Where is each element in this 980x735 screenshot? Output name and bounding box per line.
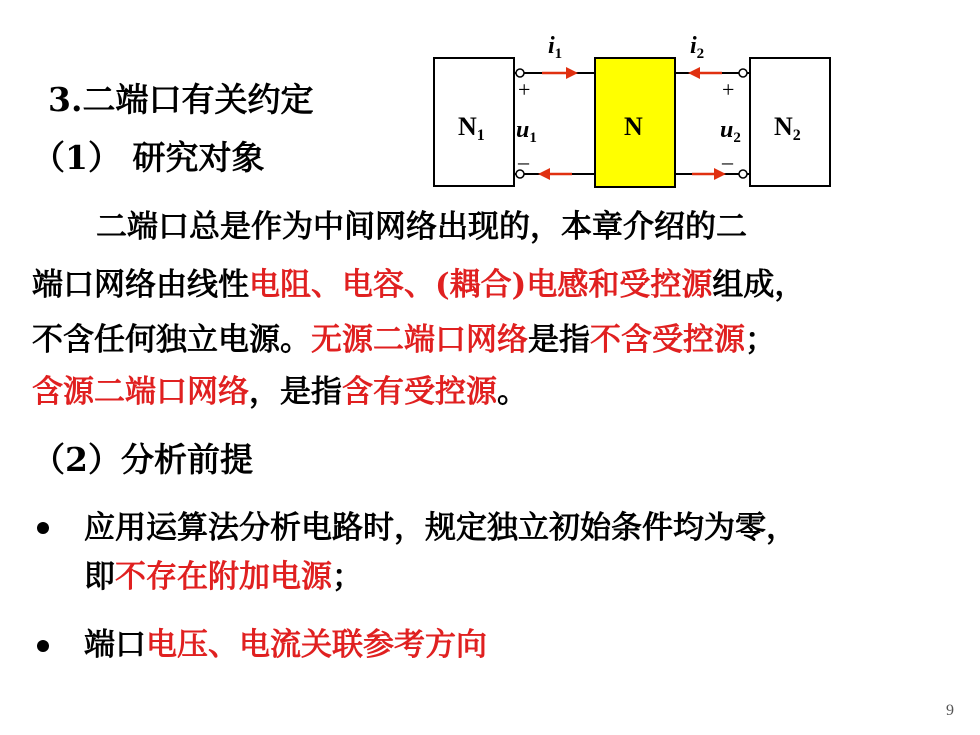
subsection-research-object: （1） 研究对象 [32, 138, 265, 177]
para1-line1: 二端口总是作为中间网络出现的，本章介绍的二 [96, 209, 747, 245]
para1-text: 不含任何独立电源。 [32, 322, 311, 358]
n-label: N [624, 112, 643, 141]
para1-highlight: 含源二端口网络 [32, 374, 249, 410]
i1-label: $i_1$ [548, 33, 563, 62]
plus-2: + [722, 77, 735, 102]
return-arrow-1-icon [538, 168, 550, 180]
para1-highlight: 不含受控源 [590, 322, 745, 358]
terminal-2-top [739, 69, 747, 77]
n2-label: N2 [774, 112, 801, 144]
i1-arrow-icon [566, 67, 578, 79]
two-port-diagram [420, 25, 840, 200]
terminal-1-top [516, 69, 524, 77]
i2-arrow-icon [688, 67, 700, 79]
para1-text: 组成， [712, 267, 806, 303]
u1-label: $u_1$ [516, 117, 537, 146]
bullet-dot-icon [37, 522, 49, 534]
para1-text: 。 [497, 374, 528, 410]
minus-2: – [722, 149, 733, 174]
section-title: 3.二端口有关约定 [48, 80, 314, 119]
page-number: 9 [946, 702, 954, 719]
bullet-dot-icon [37, 640, 49, 652]
bullet-text: ； [332, 559, 363, 595]
bullet-highlight: 电压、电流关联参考方向 [146, 627, 487, 663]
para1-highlight: 电阻、电容、(耦合)电感和受控源 [249, 267, 713, 303]
plus-1: + [518, 77, 531, 102]
para1-highlight: 含有受控源 [342, 374, 497, 410]
n1-label: N1 [458, 112, 485, 144]
bullet1-line2 [84, 557, 363, 597]
terminal-2-bottom [739, 170, 747, 178]
para1-text: ，是指 [249, 374, 342, 410]
para1-text: ； [745, 322, 776, 358]
para1-line3 [32, 320, 776, 360]
para1-highlight: 无源二端口网络 [311, 322, 528, 358]
para1-line4 [32, 372, 528, 412]
u2-label: $u_2$ [720, 117, 741, 146]
bullet2-line [84, 625, 487, 665]
minus-1: – [518, 149, 529, 174]
bullet-highlight: 不存在附加电源 [115, 559, 332, 595]
bullet-text: 即 [84, 559, 115, 595]
subsection-analysis-premise: （2）分析前提 [32, 440, 253, 479]
i2-label: $i_2$ [690, 33, 705, 62]
para1-text: 端口网络由线性 [32, 267, 249, 303]
para1-line2 [32, 265, 805, 305]
bullet-text: 端口 [84, 627, 146, 663]
para1-text: 是指 [528, 322, 590, 358]
bullet1-line1: 应用运算法分析电路时，规定独立初始条件均为零， [84, 510, 797, 546]
